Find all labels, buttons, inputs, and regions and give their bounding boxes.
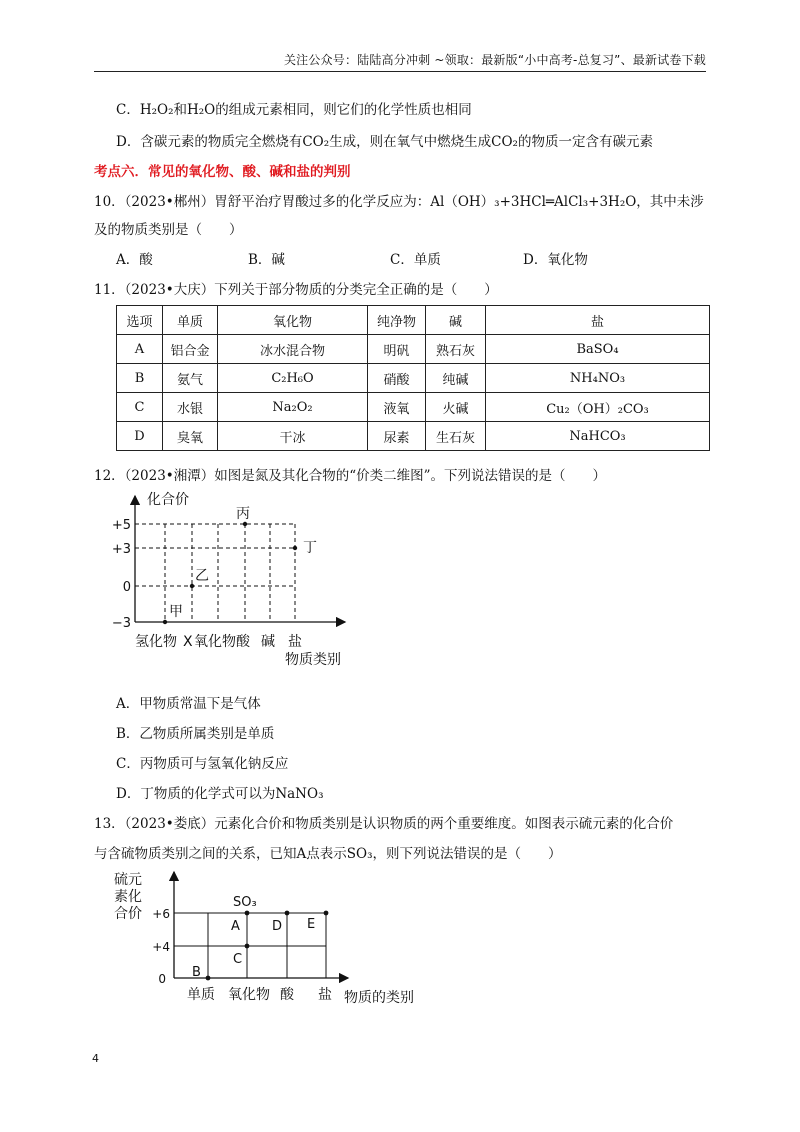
table-cell: Na₂O₂ [218,393,368,422]
grid-lines [135,524,295,622]
table-header-cell: 碱 [426,306,486,335]
x-category-label: 酸 [236,634,250,650]
header-divider [94,71,706,72]
y-tick-label: +4 [152,940,170,954]
table-cell: 纯碱 [426,364,486,393]
q10-option-a: A．酸 [116,252,153,268]
table-header-cell: 纯净物 [368,306,426,335]
table-header-cell: 氧化物 [218,306,368,335]
table-cell: 氨气 [163,364,218,393]
table-cell: 生石灰 [426,422,486,451]
table-cell: 火碱 [426,393,486,422]
table-cell: 干冰 [218,422,368,451]
point-a [245,911,250,916]
q13-stem-line2: 与含硫物质类别之间的关系，已知A点表示SO₃，则下列说法错误的是（ ） [94,846,562,862]
table-cell: A [117,335,163,364]
table-row [117,335,710,364]
point-label-a: A [231,919,240,934]
table-cell: C [117,393,163,422]
q9-option-d: D．含碳元素的物质完全燃烧有CO₂生成，则在氧气中燃烧生成CO₂的物质一定含有碳元素 [116,134,653,150]
table-cell: Cu₂（OH）₂CO₃ [486,393,710,422]
table-cell: 尿素 [368,422,426,451]
point-label-bing: 丙 [236,506,250,522]
point-yi [190,584,194,588]
x-category-label: 碱 [261,634,275,650]
table-cell: NaHCO₃ [486,422,710,451]
q12-option-b: B．乙物质所属类别是单质 [116,726,275,742]
table-cell: NH₄NO₃ [486,364,710,393]
point-jia [163,620,167,624]
classification-table [116,305,710,451]
table-cell: 硝酸 [368,364,426,393]
x-category-label: 氧化物 [228,987,270,1003]
point-label-d: D [272,919,283,934]
q10-option-d: D．氧化物 [523,252,588,268]
table-cell: BaSO₄ [486,335,710,364]
page-number: 4 [92,1052,99,1065]
point-label-e: E [307,917,316,932]
q10-stem-line1: 10．（2023•郴州）胃舒平治疗胃酸过多的化学反应为：Al（OH）₃+3HCl═AlCl₃+3H₂O，其中未涉 [94,194,704,210]
point-label-ding: 丁 [303,540,317,556]
y-tick-label: −3 [111,616,131,631]
q12-stem: 12．（2023•湘潭）如图是氮及其化合物的“价类二维图”。下列说法错误的是（ ） [94,468,607,484]
y-tick-label: +5 [111,518,131,533]
y-tick-label: 0 [122,580,131,595]
table-cell: 铝合金 [163,335,218,364]
y-tick-label: +3 [111,542,131,557]
x-category-label: 单质 [187,987,215,1003]
table-cell: 液氧 [368,393,426,422]
point-label-c: C [233,952,243,967]
x-category-label: 盐 [318,987,332,1003]
table-row [117,364,710,393]
q13-stem-line1: 13．（2023•娄底）元素化合价和物质类别是认识物质的两个重要维度。如图表示硫元素的化合价 [94,816,674,832]
x-axis-title: 物质的类别 [344,990,414,1006]
y-tick-label: 0 [158,972,166,986]
y-axis-title: 素化 [114,889,142,905]
x-category-label: X [183,634,193,650]
point-d [285,911,290,916]
point-label-b: B [192,965,201,980]
point-b [206,976,211,981]
table-row [117,422,710,451]
nitrogen-valence-diagram [105,486,365,671]
y-tick-label: +6 [152,907,170,921]
x-category-label: 氢化物 [135,634,177,650]
table-header-row [117,306,710,335]
q12-option-a: A．甲物质常温下是气体 [116,696,261,712]
table-cell: B [117,364,163,393]
section-title: 考点六．常见的氧化物、酸、碱和盐的判别 [94,164,351,180]
q12-option-c: C．丙物质可与氢氧化钠反应 [116,756,289,772]
y-axis-title: 合价 [114,906,142,922]
q10-stem-line2: 及的物质类别是（ ） [94,222,243,238]
table-header-cell: 盐 [486,306,710,335]
table-cell: D [117,422,163,451]
y-axis-title: 硫元 [114,872,142,888]
x-category-label: 氧化物 [194,634,236,650]
point-bing [243,522,247,526]
point-ding [293,546,297,550]
table-header-cell: 单质 [163,306,218,335]
q9-option-c: C．H₂O₂和H₂O的组成元素相同，则它们的化学性质也相同 [116,102,472,118]
x-category-label: 盐 [288,634,302,650]
page-header: 关注公众号：陆陆高分冲刺 ~领取：最新版“小中高考-总复习”、最新试卷下载 [283,53,706,67]
x-category-label: 酸 [280,987,294,1003]
table-cell: 臭氧 [163,422,218,451]
table-header-cell: 选项 [117,306,163,335]
q10-option-b: B．碱 [248,252,285,268]
y-axis-title: 化合价 [147,492,189,508]
q12-option-d: D．丁物质的化学式可以为NaNO₃ [116,786,324,802]
table-cell: 熟石灰 [426,335,486,364]
table-cell: 水银 [163,393,218,422]
table-cell: C₂H₆O [218,364,368,393]
point-label-jia: 甲 [169,604,183,620]
table-cell: 冰水混合物 [218,335,368,364]
q10-option-c: C．单质 [390,252,441,268]
point-c [245,944,250,949]
table-row [117,393,710,422]
sulfur-valence-diagram [110,866,430,1006]
point-e [324,911,329,916]
table-cell: 明矾 [368,335,426,364]
so3-label: SO₃ [233,895,257,910]
q11-stem: 11．（2023•大庆）下列关于部分物质的分类完全正确的是（ ） [94,282,498,298]
point-label-yi: 乙 [195,568,209,584]
x-axis-title: 物质类别 [285,652,341,668]
